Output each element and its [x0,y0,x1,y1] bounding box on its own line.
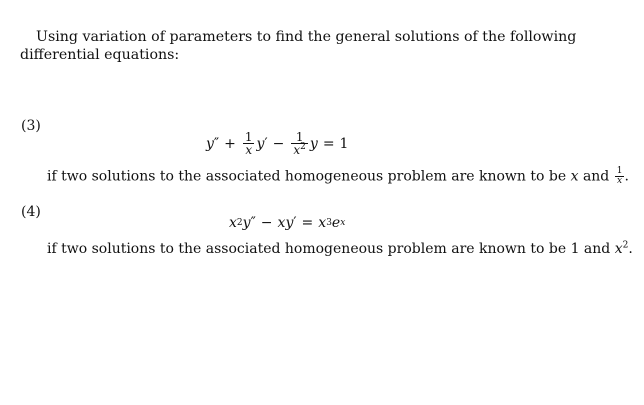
eq3-frac1-num: 1 [244,130,253,144]
condition-4-text: if two solutions to the associated homogeneous problem are known to be 1 and [47,241,611,257]
eq3-fraction-1 [243,131,255,156]
eq4-x2: x [277,215,286,231]
eq4-y: y [242,215,251,231]
eq4-x: x [229,215,237,231]
eq3-frac2-num: 1 [295,130,304,144]
eq4-double-prime: ″ [250,215,256,231]
condition-4-solution-2-exp: 2 [622,240,629,251]
condition-3-solution-1: x [570,168,579,185]
eq4-e: e [331,215,341,231]
eq4-prime: ′ [293,215,297,231]
eq3-frac2-exp: 2 [300,142,306,152]
condition-3-period: . [624,168,629,185]
problem-number-4: (4) [21,204,41,220]
condition-4-period: . [628,241,633,257]
cond3-sol2-num: 1 [616,166,623,176]
intro-text: Using variation of parameters to find the general solutions of the following differential equations: [20,29,577,63]
eq3-double-prime: ″ [213,135,220,152]
condition-3-solution-2 [615,167,625,186]
eq3-fraction-2 [291,131,308,156]
eq3-frac1-den: x [245,143,253,157]
condition-3-and: and [582,168,610,185]
eq3-frac2-den [291,143,308,156]
eq3-yprime: y [256,135,265,152]
eq3-equals: = [322,135,335,152]
eq3-frac2-den-x: x [293,143,301,157]
eq4-y2: y [285,215,294,231]
eq4-equals: = [301,215,314,231]
eq3-y2: y [309,135,318,152]
eq3-y: y [206,135,214,152]
condition-3-text: if two solutions to the associated homogeneous problem are known to be [47,168,567,185]
condition-4 [47,241,633,257]
eq3-rhs: 1 [339,135,349,152]
equation-3 [206,131,348,156]
cond3-sol2-den: x [617,176,623,186]
eq3-plus: + [224,135,236,152]
eq4-x3: x [318,215,327,231]
problem-number-3: (3) [21,118,41,134]
equation-4: x 2 y ″ − x y ′ = x 3 e x [229,215,346,231]
eq4-minus: − [260,215,273,231]
eq3-minus: − [272,135,285,152]
condition-4-solution-2: x [614,241,623,257]
condition-3 [47,167,629,186]
eq3-prime: ′ [264,135,268,152]
